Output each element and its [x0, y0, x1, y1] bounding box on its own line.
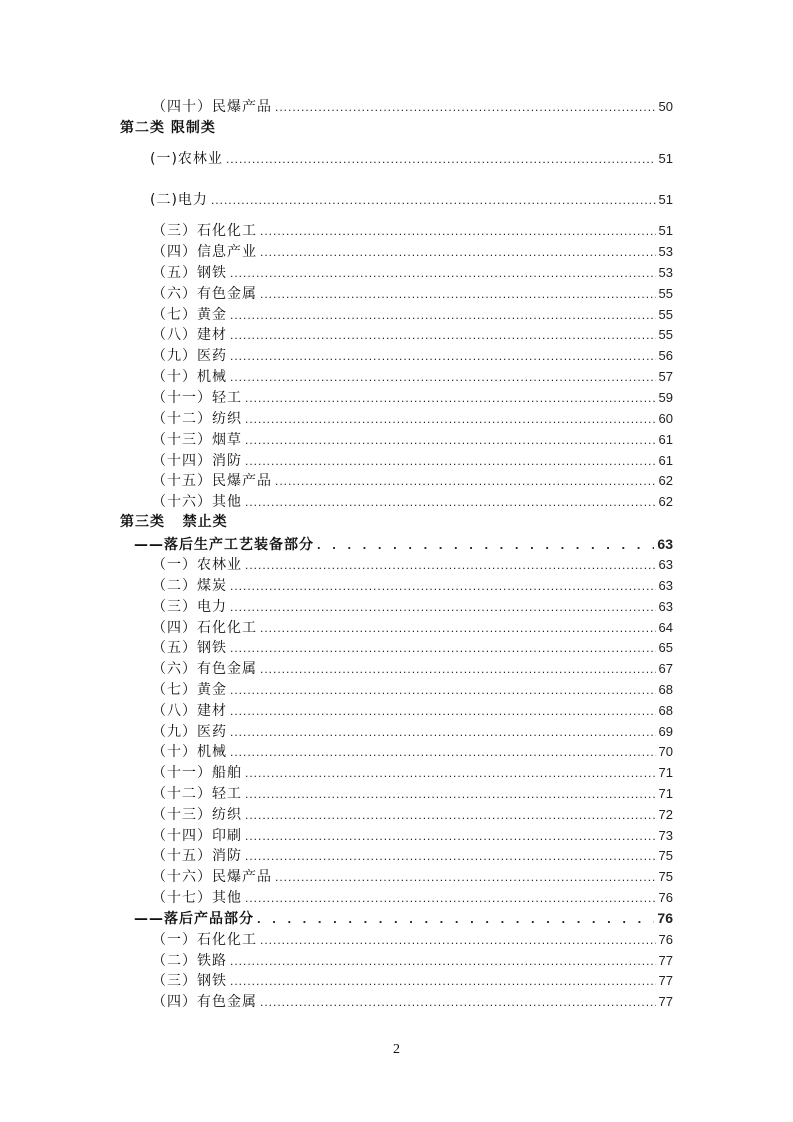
toc-entry-page: 63 [657, 536, 673, 552]
toc-entry-page: 60 [658, 411, 673, 426]
toc-leader-dots [245, 805, 656, 825]
toc-entry-label: （十五）民爆产品 [152, 473, 272, 489]
toc-entry-page: 59 [658, 390, 673, 405]
toc-entry-label: （三）钢铁 [152, 973, 227, 989]
toc-entry-label: ——落后产品部分 [134, 911, 254, 927]
toc-entry[interactable] [152, 305, 673, 325]
toc-entry[interactable] [152, 722, 673, 742]
toc-entry[interactable] [152, 846, 673, 866]
toc-entry-page: 57 [658, 369, 673, 384]
toc-leader-dots [230, 346, 656, 366]
toc-subsection-entry[interactable] [134, 908, 673, 928]
toc-entry-label: （四）信息产业 [152, 244, 257, 260]
toc-leader-dots [245, 388, 656, 408]
toc-entry-label: （八）建材 [152, 703, 227, 719]
toc-entry[interactable] [152, 930, 673, 950]
toc-leader-dots [260, 221, 656, 241]
toc-entry-page: 77 [658, 973, 673, 988]
toc-entry[interactable] [152, 784, 673, 804]
toc-entry-label: （十二）轻工 [152, 786, 242, 802]
toc-entry-label: （五）钢铁 [152, 265, 227, 281]
toc-leader-dots [260, 284, 656, 304]
toc-entry-label: （十六）民爆产品 [152, 869, 272, 885]
toc-entry-label: （二）煤炭 [152, 578, 227, 594]
toc-entry-label: （八）建材 [152, 327, 227, 343]
toc-leader-dots [245, 888, 656, 908]
toc-entry[interactable] [152, 576, 673, 596]
toc-entry-label: （十一）轻工 [152, 390, 242, 406]
toc-entry[interactable] [150, 190, 673, 210]
toc-entry-page: 61 [658, 432, 673, 447]
toc-entry-page: 70 [658, 744, 673, 759]
toc-entry[interactable] [152, 618, 673, 638]
toc-entry[interactable] [152, 680, 673, 700]
toc-entry[interactable] [152, 826, 673, 846]
toc-leader-dots [245, 492, 656, 512]
toc-entry[interactable] [152, 805, 673, 825]
toc-entry[interactable] [152, 242, 673, 262]
toc-entry-label: （六）有色金属 [152, 286, 257, 302]
toc-entry[interactable] [152, 888, 673, 908]
toc-entry-page: 73 [658, 828, 673, 843]
toc-leader-dots [230, 742, 656, 762]
toc-leader-dots [230, 701, 656, 721]
toc-entry-label: (一)农林业 [150, 151, 223, 167]
page-number: 2 [393, 1042, 400, 1057]
toc-entry[interactable] [152, 325, 673, 345]
toc-entry-page: 67 [658, 661, 673, 676]
toc-entry-page: 55 [658, 307, 673, 322]
toc-entry-label: （十四）消防 [152, 453, 242, 469]
toc-leader-dots [230, 325, 656, 345]
toc-leader-dots [245, 784, 656, 804]
toc-entry[interactable] [152, 263, 673, 283]
toc-leader-dots [245, 430, 656, 450]
toc-entry-page: 69 [658, 724, 673, 739]
toc-entry-label: （十六）其他 [152, 494, 242, 510]
toc-entry-page: 75 [658, 848, 673, 863]
toc-entry[interactable] [152, 388, 673, 408]
toc-leader-dots [245, 555, 656, 575]
toc-entry-label: （四）有色金属 [152, 994, 257, 1010]
toc-entry[interactable] [152, 555, 673, 575]
toc-leader-dots [275, 471, 656, 491]
toc-leader-dots [230, 263, 656, 283]
toc-entry-page: 68 [658, 682, 673, 697]
toc-entry-page: 72 [658, 807, 673, 822]
toc-entry[interactable] [152, 97, 673, 117]
toc-leader-dots [257, 909, 654, 929]
toc-entry-label: （九）医药 [152, 348, 227, 364]
toc-entry[interactable] [152, 367, 673, 387]
toc-entry-label: （十五）消防 [152, 848, 242, 864]
toc-entry[interactable] [152, 701, 673, 721]
toc-entry[interactable] [152, 867, 673, 887]
toc-leader-dots [230, 722, 656, 742]
toc-leader-dots [245, 846, 656, 866]
toc-entry-label: （十）机械 [152, 369, 227, 385]
toc-section-heading: 第二类 限制类 [120, 120, 216, 136]
toc-entry[interactable] [152, 492, 673, 512]
toc-entry-label: （六）有色金属 [152, 661, 257, 677]
toc-leader-dots [226, 149, 656, 169]
toc-entry-label: （十一）船舶 [152, 765, 242, 781]
toc-entry-page: 75 [658, 869, 673, 884]
toc-entry-page: 53 [658, 244, 673, 259]
toc-entry-page: 63 [658, 578, 673, 593]
toc-entry[interactable] [152, 992, 673, 1012]
toc-entry[interactable] [152, 971, 673, 991]
toc-entry-page: 51 [658, 151, 673, 166]
toc-entry-label: （十）机械 [152, 744, 227, 760]
toc-entry-label: （一）石化化工 [152, 932, 257, 948]
toc-entry-page: 53 [658, 265, 673, 280]
toc-entry-label: （二）铁路 [152, 953, 227, 969]
toc-entry-page: 55 [658, 327, 673, 342]
toc-entry[interactable] [152, 409, 673, 429]
toc-leader-dots [275, 97, 656, 117]
toc-entry-page: 76 [658, 890, 673, 905]
toc-entry[interactable] [152, 638, 673, 658]
toc-leader-dots [230, 305, 656, 325]
toc-leader-dots [245, 451, 656, 471]
toc-entry-page: 62 [658, 494, 673, 509]
toc-leader-dots [260, 242, 656, 262]
toc-leader-dots [230, 680, 656, 700]
toc-entry-page: 77 [658, 953, 673, 968]
toc-entry-page: 55 [658, 286, 673, 301]
toc-entry[interactable] [152, 763, 673, 783]
toc-entry[interactable] [152, 221, 673, 241]
toc-entry[interactable] [152, 951, 673, 971]
toc-entry-label: （四）石化化工 [152, 620, 257, 636]
toc-entry-page: 56 [658, 348, 673, 363]
toc-entry[interactable] [152, 284, 673, 304]
toc-entry[interactable] [152, 742, 673, 762]
toc-leader-dots [230, 576, 656, 596]
toc-leader-dots [230, 951, 656, 971]
toc-leader-dots [317, 535, 654, 555]
toc-leader-dots [230, 971, 656, 991]
toc-entry-label: ——落后生产工艺装备部分 [134, 537, 314, 553]
toc-leader-dots [260, 992, 656, 1012]
toc-entry-page: 63 [658, 557, 673, 572]
toc-entry-label: （十三）烟草 [152, 432, 242, 448]
toc-entry-page: 71 [658, 786, 673, 801]
toc-entry-page: 71 [658, 765, 673, 780]
toc-leader-dots [260, 618, 656, 638]
toc-entry-label: （十三）纺织 [152, 807, 242, 823]
toc-leader-dots [260, 930, 656, 950]
toc-entry[interactable] [152, 471, 673, 491]
toc-entry-page: 61 [658, 453, 673, 468]
toc-subsection-entry[interactable] [134, 534, 673, 554]
toc-entry[interactable] [152, 659, 673, 679]
toc-entry[interactable] [152, 451, 673, 471]
toc-entry-page: 62 [658, 473, 673, 488]
toc-entry-page: 51 [658, 192, 673, 207]
toc-leader-dots [230, 638, 656, 658]
toc-leader-dots [275, 867, 656, 887]
toc-entry-page: 77 [658, 994, 673, 1009]
toc-entry-page: 63 [658, 599, 673, 614]
toc-entry[interactable] [152, 430, 673, 450]
toc-entry-label: （三）石化化工 [152, 223, 257, 239]
toc-entry-label: (二)电力 [150, 192, 208, 208]
toc-entry-label: （一）农林业 [152, 557, 242, 573]
toc-entry-label: （三）电力 [152, 599, 227, 615]
toc-entry-label: （七）黄金 [152, 307, 227, 323]
toc-entry-label: （四十）民爆产品 [152, 99, 272, 115]
toc-entry[interactable] [150, 149, 673, 169]
toc-entry-page: 76 [658, 932, 673, 947]
toc-entry-label: （九）医药 [152, 724, 227, 740]
toc-leader-dots [230, 367, 656, 387]
toc-entry-label: （十七）其他 [152, 890, 242, 906]
toc-leader-dots [211, 190, 656, 210]
toc-leader-dots [245, 409, 656, 429]
toc-leader-dots [230, 597, 656, 617]
toc-entry-label: （十四）印刷 [152, 828, 242, 844]
toc-entry-page: 51 [658, 223, 673, 238]
toc-entry[interactable] [152, 597, 673, 617]
toc-section-heading: 第三类 禁止类 [120, 514, 228, 530]
toc-leader-dots [245, 763, 656, 783]
toc-entry-page: 65 [658, 640, 673, 655]
toc-entry-page: 50 [658, 99, 673, 114]
toc-leader-dots [245, 826, 656, 846]
toc-entry-label: （五）钢铁 [152, 640, 227, 656]
toc-entry[interactable] [152, 346, 673, 366]
toc-entry-page: 76 [657, 910, 673, 926]
toc-entry-page: 68 [658, 703, 673, 718]
toc-entry-label: （七）黄金 [152, 682, 227, 698]
toc-leader-dots [260, 659, 656, 679]
toc-entry-label: （十二）纺织 [152, 411, 242, 427]
toc-entry-page: 64 [658, 620, 673, 635]
